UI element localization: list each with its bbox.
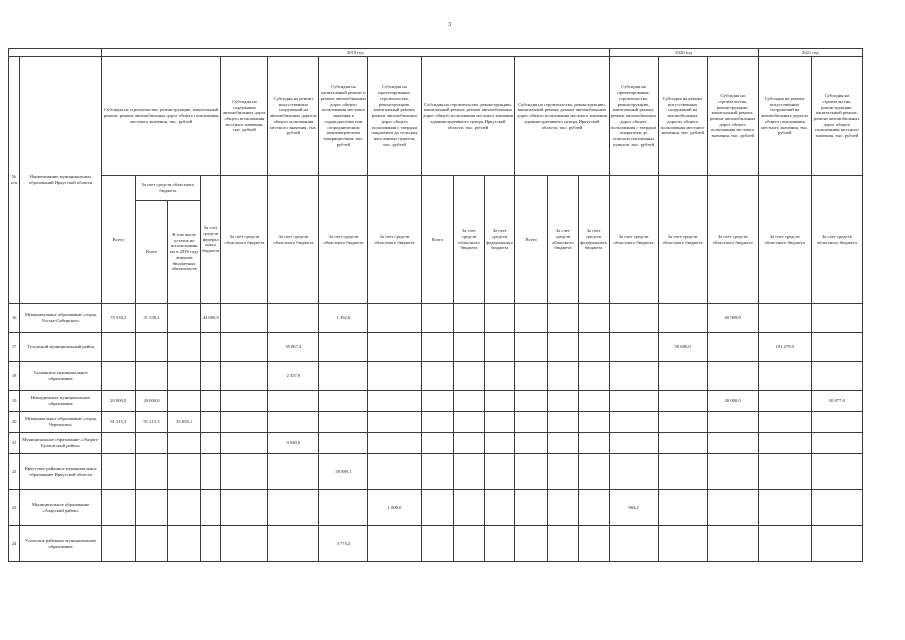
amount-cell: 2 357,9 <box>268 362 319 391</box>
amount-cell <box>319 333 368 362</box>
amount-cell <box>135 454 168 490</box>
municipality-name: Муниципальное образование «город Усолье-Сибирское» <box>20 304 102 333</box>
amount-cell <box>609 304 658 333</box>
amount-cell <box>221 362 268 391</box>
amount-cell <box>368 304 421 333</box>
amount-cell <box>658 433 707 454</box>
municipality-name: Муниципальное образование «Аларский район» <box>20 490 102 526</box>
amount-cell <box>168 391 201 412</box>
amount-cell <box>548 333 579 362</box>
amount-cell <box>548 490 579 526</box>
amount-cell <box>609 362 658 391</box>
amount-cell <box>609 433 658 454</box>
amount-cell <box>268 490 319 526</box>
amount-cell <box>268 304 319 333</box>
amount-cell: 31 339,2 <box>135 304 168 333</box>
amount-cell <box>811 526 862 562</box>
subsidy-table <box>8 48 863 562</box>
group-header-2: Субсидия на содержание автомобильных дорог общего пользования местного значения, тыс. рублей <box>221 57 268 176</box>
amount-cell <box>454 391 485 412</box>
amount-cell <box>758 433 811 454</box>
amount-cell <box>707 433 758 454</box>
amount-cell <box>707 490 758 526</box>
amount-cell <box>135 333 168 362</box>
amount-cell <box>168 454 201 490</box>
amount-cell: 35 867,4 <box>268 333 319 362</box>
amount-cell <box>758 304 811 333</box>
amount-cell <box>200 362 220 391</box>
amount-cell <box>168 526 201 562</box>
group-header-3: Субсидия на ремонт искусственных сооружений на автомобильных дорогах общего пользования местного значения, тыс. рублей <box>268 57 319 176</box>
amount-cell: 60 909,8 <box>707 304 758 333</box>
g1-total-header: Всего <box>101 176 135 304</box>
g6-total-header: Всего <box>421 176 454 304</box>
amount-cell <box>658 412 707 433</box>
amount-cell <box>101 526 135 562</box>
amount-cell <box>609 333 658 362</box>
amount-cell <box>168 362 201 391</box>
amount-cell <box>368 362 421 391</box>
amount-cell <box>101 490 135 526</box>
amount-cell <box>548 391 579 412</box>
amount-cell <box>578 412 609 433</box>
group-header-11: Субсидия на ремонт искусственных сооружений на автомобильных дорогах общего пользования местного значения, тыс. рублей <box>758 57 811 176</box>
col-number-header: № п/п <box>9 57 20 304</box>
amount-cell: 984,2 <box>609 490 658 526</box>
amount-cell <box>421 526 454 562</box>
amount-cell <box>454 304 485 333</box>
amount-cell <box>368 454 421 490</box>
table-row <box>9 454 863 490</box>
row-number: 24 <box>9 526 20 562</box>
amount-cell <box>135 362 168 391</box>
amount-cell <box>135 490 168 526</box>
amount-cell <box>484 333 515 362</box>
g2-regional-header: За счет средств областного бюджета <box>221 176 268 304</box>
group-header-9: Субсидия на ремонт искусственных сооружений на автомобильных дорогах общего пользования местного значения, тыс. рублей <box>658 57 707 176</box>
amount-cell <box>421 362 454 391</box>
g1-incl-header: В том числе остаток не использованных в 2018 году лимитов бюджетных обязательств <box>168 201 201 304</box>
amount-cell <box>811 362 862 391</box>
table-row <box>9 362 863 391</box>
amount-cell <box>454 412 485 433</box>
g9-regional-header: За счет средств областного бюджета <box>658 176 707 304</box>
amount-cell: 91 215,3 <box>101 412 135 433</box>
municipality-name: Тальянское муниципальное образование <box>20 362 102 391</box>
municipality-name: Тулунский муниципальный район <box>20 333 102 362</box>
amount-cell <box>484 391 515 412</box>
amount-cell <box>609 391 658 412</box>
g6-regional-header: За счет средств областного бюджета <box>454 176 485 304</box>
amount-cell <box>707 333 758 362</box>
amount-cell <box>319 433 368 454</box>
amount-cell <box>200 333 220 362</box>
row-number: 17 <box>9 333 20 362</box>
table-row <box>9 526 863 562</box>
amount-cell <box>454 526 485 562</box>
amount-cell <box>200 454 220 490</box>
amount-cell <box>515 412 548 433</box>
amount-cell <box>268 526 319 562</box>
amount-cell <box>101 333 135 362</box>
table-row <box>9 304 863 333</box>
municipality-name: Муниципальное образование «Эхирит-Булагатский район» <box>20 433 102 454</box>
row-number: 16 <box>9 304 20 333</box>
year-row <box>9 49 863 57</box>
amount-cell <box>811 412 862 433</box>
amount-cell <box>811 333 862 362</box>
amount-cell <box>484 454 515 490</box>
amount-cell <box>758 362 811 391</box>
g1-regional-total-header: Всего <box>135 201 168 304</box>
amount-cell <box>811 304 862 333</box>
table-row <box>9 412 863 433</box>
group-header-8: Субсидия на проектирование, строительство, реконструкцию, капитальный ремонт, ремонт автомобильных дорог общего пользования с твердым покрытием до сельских населенных пунктов, тыс. рублей <box>609 57 658 176</box>
amount-cell <box>658 362 707 391</box>
amount-cell: 35 056,1 <box>168 412 201 433</box>
row-number: 18 <box>9 362 20 391</box>
amount-cell <box>168 333 201 362</box>
amount-cell <box>578 333 609 362</box>
corner-cell <box>9 49 102 57</box>
amount-cell <box>221 304 268 333</box>
amount-cell <box>484 362 515 391</box>
amount-cell <box>135 526 168 562</box>
amount-cell <box>578 526 609 562</box>
amount-cell: 191 479,0 <box>758 333 811 362</box>
amount-cell <box>609 526 658 562</box>
amount-cell <box>758 391 811 412</box>
amount-cell: 20 000,0 <box>707 391 758 412</box>
amount-cell: 50 077,0 <box>811 391 862 412</box>
amount-cell <box>515 333 548 362</box>
amount-cell <box>515 490 548 526</box>
amount-cell <box>421 412 454 433</box>
amount-cell <box>421 454 454 490</box>
amount-cell <box>101 433 135 454</box>
amount-cell <box>135 433 168 454</box>
group-header-4: Субсидия на капитальный ремонт и ремонт автомобильных дорог общего пользования местного значения к садоводческим или огородническим некоммерческим товариществам, тыс. рублей <box>319 57 368 176</box>
amount-cell <box>609 412 658 433</box>
amount-cell <box>268 412 319 433</box>
amount-cell: 1 392,6 <box>319 304 368 333</box>
amount-cell <box>758 490 811 526</box>
group-header-5: Субсидия на проектирование, строительство, реконструкцию, капитальный ремонт, ремонт автомобильных дорог общего пользования с твердым покрытием до сельских населенных пунктов, тыс. рублей <box>368 57 421 176</box>
amount-cell: 20 000,0 <box>101 391 135 412</box>
amount-cell <box>609 454 658 490</box>
year-2019: 2019 год <box>101 49 609 57</box>
amount-cell <box>200 433 220 454</box>
amount-cell <box>221 454 268 490</box>
group-header-7: Субсидия на строительство, реконструкцию, капитальный ремонт, ремонт автомобильных дорог общего пользования местного значения административного центра Иркутской области, тыс. рублей <box>515 57 609 176</box>
amount-cell <box>578 433 609 454</box>
g7-regional-header: За счет средств областного бюджета <box>548 176 579 304</box>
subheader-row-1 <box>9 176 863 201</box>
amount-cell <box>548 433 579 454</box>
amount-cell <box>200 412 220 433</box>
amount-cell <box>368 526 421 562</box>
amount-cell <box>811 454 862 490</box>
group-header-1: Субсидия на строительство, реконструкцию, капитальный ремонт, ремонт автомобильных дорог общего пользования местного значения, тыс. рублей <box>101 57 220 176</box>
amount-cell <box>658 490 707 526</box>
amount-cell <box>421 391 454 412</box>
amount-cell <box>758 454 811 490</box>
amount-cell <box>548 412 579 433</box>
table-row <box>9 333 863 362</box>
amount-cell <box>658 526 707 562</box>
amount-cell <box>368 333 421 362</box>
amount-cell: 75 339,2 <box>101 304 135 333</box>
amount-cell <box>548 526 579 562</box>
amount-cell: 20 000,0 <box>135 391 168 412</box>
amount-cell <box>484 412 515 433</box>
amount-cell <box>101 454 135 490</box>
amount-cell <box>484 304 515 333</box>
amount-cell <box>515 304 548 333</box>
amount-cell <box>421 333 454 362</box>
amount-cell <box>454 490 485 526</box>
g1-federal-header: За счет средств федерального бюджета <box>200 176 220 304</box>
amount-cell <box>319 391 368 412</box>
amount-cell: 91 215,3 <box>135 412 168 433</box>
g1-regional-header: За счет средств областного бюджета <box>135 176 200 201</box>
amount-cell <box>515 526 548 562</box>
amount-cell <box>454 333 485 362</box>
amount-cell <box>221 333 268 362</box>
amount-cell <box>548 362 579 391</box>
amount-cell <box>101 362 135 391</box>
row-number: 21 <box>9 433 20 454</box>
g6-federal-header: За счет средств федерального бюджета <box>484 176 515 304</box>
amount-cell: 50 000,0 <box>658 333 707 362</box>
amount-cell <box>548 304 579 333</box>
amount-cell <box>168 490 201 526</box>
year-2021: 2021 год <box>758 49 862 57</box>
municipality-name: Муниципальное образование «город Черемхово» <box>20 412 102 433</box>
amount-cell <box>168 304 201 333</box>
amount-cell <box>658 304 707 333</box>
amount-cell <box>758 526 811 562</box>
amount-cell: 3 775,2 <box>319 526 368 562</box>
amount-cell <box>515 362 548 391</box>
amount-cell <box>221 391 268 412</box>
amount-cell <box>200 490 220 526</box>
amount-cell <box>548 454 579 490</box>
g8-regional-header: За счет средств областного бюджета <box>609 176 658 304</box>
amount-cell <box>221 412 268 433</box>
amount-cell <box>707 454 758 490</box>
municipality-name: Иркутское районное муниципальное образование Иркутской области <box>20 454 102 490</box>
g12-regional-header: За счет средств областного бюджета <box>811 176 862 304</box>
amount-cell <box>421 304 454 333</box>
amount-cell <box>200 526 220 562</box>
amount-cell: 1 000,0 <box>368 490 421 526</box>
amount-cell <box>268 454 319 490</box>
g4-regional-header: За счет средств областного бюджета <box>319 176 368 304</box>
municipality-name: Новоудинское муниципальное образование <box>20 391 102 412</box>
amount-cell <box>578 304 609 333</box>
amount-cell <box>515 391 548 412</box>
amount-cell: 9 040,0 <box>268 433 319 454</box>
table-row <box>9 490 863 526</box>
amount-cell <box>578 362 609 391</box>
table-row <box>9 391 863 412</box>
amount-cell <box>319 412 368 433</box>
amount-cell <box>811 433 862 454</box>
group-header-row <box>9 57 863 176</box>
amount-cell <box>454 454 485 490</box>
amount-cell <box>200 391 220 412</box>
amount-cell <box>484 526 515 562</box>
amount-cell <box>515 433 548 454</box>
amount-cell <box>319 490 368 526</box>
g11-regional-header: За счет средств областного бюджета <box>758 176 811 304</box>
amount-cell <box>368 433 421 454</box>
row-number: 20 <box>9 412 20 433</box>
amount-cell <box>578 391 609 412</box>
amount-cell <box>454 362 485 391</box>
g10-regional-header: За счет средств областного бюджета <box>707 176 758 304</box>
g5-regional-header: За счет средств областного бюджета <box>368 176 421 304</box>
amount-cell <box>484 433 515 454</box>
amount-cell <box>168 433 201 454</box>
g7-federal-header: За счет средств федерального бюджета <box>578 176 609 304</box>
amount-cell <box>421 490 454 526</box>
row-number: 19 <box>9 391 20 412</box>
amount-cell <box>658 391 707 412</box>
year-2020: 2020 год <box>609 49 758 57</box>
amount-cell <box>221 526 268 562</box>
amount-cell <box>658 454 707 490</box>
page-number: 3 <box>448 22 451 28</box>
municipality-name: Усольское районное муниципальное образование <box>20 526 102 562</box>
amount-cell <box>484 490 515 526</box>
amount-cell: 39 889,1 <box>319 454 368 490</box>
g7-total-header: Всего <box>515 176 548 304</box>
amount-cell <box>515 454 548 490</box>
amount-cell <box>454 433 485 454</box>
amount-cell <box>421 433 454 454</box>
amount-cell <box>578 454 609 490</box>
amount-cell <box>707 412 758 433</box>
row-number: 23 <box>9 490 20 526</box>
amount-cell <box>811 490 862 526</box>
amount-cell <box>319 362 368 391</box>
amount-cell <box>221 433 268 454</box>
amount-cell <box>758 412 811 433</box>
row-number: 22 <box>9 454 20 490</box>
amount-cell <box>268 391 319 412</box>
g3-regional-header: За счет средств областного бюджета <box>268 176 319 304</box>
amount-cell <box>707 526 758 562</box>
group-header-12: Субсидия на строительство, реконструкцию, капитальный ремонт, ремонт автомобильных дорог общего пользования местного значения, тыс. рублей <box>811 57 862 176</box>
group-header-6: Субсидия на строительство, реконструкцию, капитальный ремонт, ремонт автомобильных дорог общего пользования местного значения административного центра Иркутской области, тыс. рублей <box>421 57 515 176</box>
amount-cell <box>221 490 268 526</box>
amount-cell <box>368 412 421 433</box>
amount-cell: 44 000,0 <box>200 304 220 333</box>
group-header-10: Субсидия на строительство, реконструкцию, капитальный ремонт, ремонт автомобильных дорог общего пользования местного значения, тыс. рублей <box>707 57 758 176</box>
amount-cell <box>578 490 609 526</box>
amount-cell <box>368 391 421 412</box>
col-municipality-header: Наименование муниципальных образований Иркутской области <box>20 57 102 304</box>
table-row <box>9 433 863 454</box>
amount-cell <box>707 362 758 391</box>
